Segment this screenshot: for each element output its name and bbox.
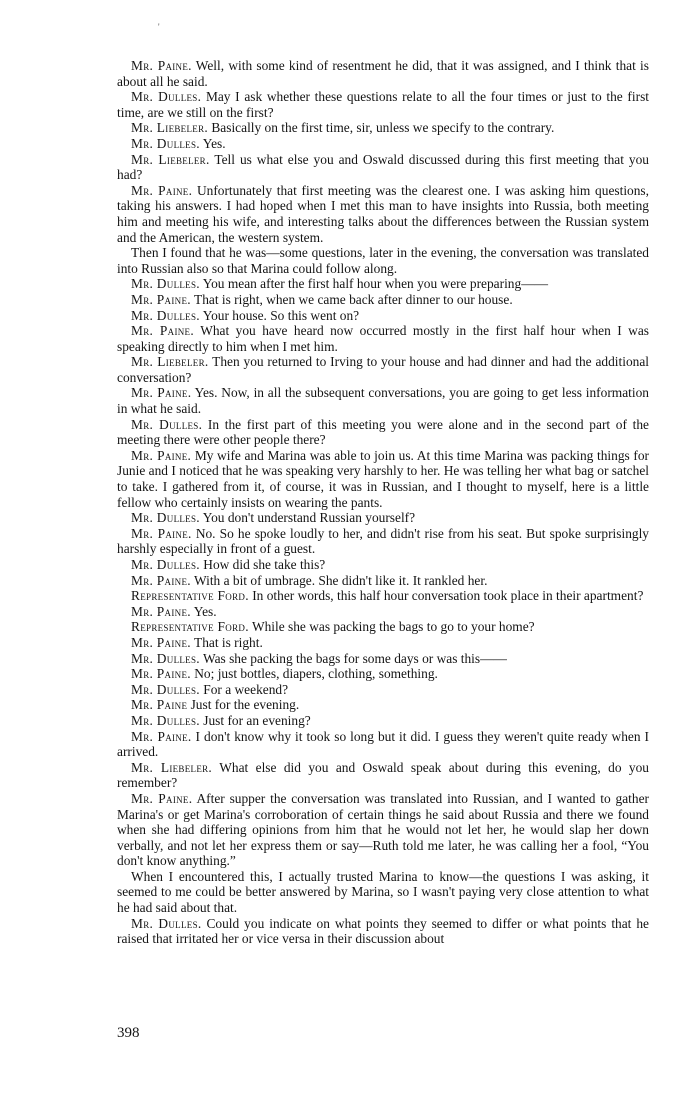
paragraph-text: Yes. Now, in all the subsequent conversations, you are going to get less information in what he said. bbox=[117, 385, 649, 417]
transcript-paragraph bbox=[117, 183, 649, 245]
speaker-name: Mr. Dulles. bbox=[131, 416, 203, 432]
transcript-paragraph bbox=[117, 323, 649, 354]
paragraph-text: I don't know why it took so long but it did. I guess they weren't quite ready when I arrived. bbox=[117, 728, 649, 760]
paragraph-text: In other words, this half hour conversation took place in their apartment? bbox=[248, 588, 644, 604]
speaker-name: Mr. Dulles. bbox=[131, 307, 200, 323]
transcript-paragraph bbox=[117, 58, 649, 89]
paragraph-text: No. So he spoke loudly to her, and didn't rise from his seat. But spoke surprisingly harshly especially in front of a guest. bbox=[117, 525, 649, 557]
paragraph-text: No; just bottles, diapers, clothing, something. bbox=[190, 666, 438, 682]
transcript-paragraph bbox=[117, 760, 649, 791]
speaker-name: Mr. Dulles. bbox=[131, 712, 200, 728]
transcript-paragraph bbox=[117, 557, 649, 573]
paragraph-text: In the first part of this meeting you were alone and in the second part of the meeting there were other people there? bbox=[117, 416, 649, 448]
paragraph-text: While she was packing the bags to go to your home? bbox=[248, 619, 535, 635]
speaker-name: Mr. Dulles. bbox=[131, 510, 200, 526]
transcript-paragraph bbox=[117, 152, 649, 183]
paragraph-text: Just for the evening. bbox=[187, 697, 300, 713]
top-mark: ' bbox=[158, 22, 160, 32]
transcript-paragraph bbox=[117, 526, 649, 557]
transcript-paragraph bbox=[117, 385, 649, 416]
speaker-name: Mr. Dulles. bbox=[131, 557, 200, 572]
speaker-name: Mr. Paine. bbox=[131, 525, 192, 541]
transcript-paragraph bbox=[117, 588, 649, 604]
paragraph-text: What else did you and Oswald speak about during this evening, do you remember? bbox=[117, 759, 649, 791]
paragraph-text: May I ask whether these questions relate to all the four times or just to the first time, are we still on the first? bbox=[117, 89, 649, 120]
paragraph-text: That is right, when we came back after dinner to our house. bbox=[190, 291, 513, 307]
transcript-paragraph bbox=[117, 354, 649, 385]
page-number: 398 bbox=[117, 1025, 140, 1041]
speaker-name: Mr. Paine. bbox=[131, 447, 192, 463]
speaker-name: Mr. Paine. bbox=[131, 572, 191, 588]
paragraph-text: You mean after the first half hour when you were preparing—— bbox=[199, 276, 548, 292]
paragraph-text: Basically on the first time, sir, unless we specify to the contrary. bbox=[208, 120, 555, 136]
transcript-paragraph bbox=[117, 120, 649, 136]
transcript-paragraph bbox=[117, 292, 649, 308]
paragraph-text: For a weekend? bbox=[199, 681, 289, 697]
paragraph-text: With a bit of umbrage. She didn't like it. It rankled her. bbox=[190, 572, 488, 588]
transcript-paragraph bbox=[117, 448, 649, 510]
transcript-paragraph bbox=[117, 666, 649, 682]
paragraph-text: Unfortunately that first meeting was the clearest one. I was asking him questions, taking his answers. I had hoped when I met this man to have insights into Russia, both meeting him and meeting his wife, and interesting talks about the differences between the Russian system and the American, the western system. bbox=[117, 182, 649, 245]
transcript-paragraph bbox=[117, 682, 649, 698]
speaker-name: Mr. Liebeler. bbox=[131, 354, 209, 370]
transcript-paragraph bbox=[117, 651, 649, 667]
paragraph-text: You don't understand Russian yourself? bbox=[199, 510, 416, 526]
transcript-paragraph bbox=[117, 869, 649, 916]
speaker-name: Mr. Dulles. bbox=[131, 915, 202, 931]
paragraph-text: Could you indicate on what points they seemed to differ or what points that he raised that irritated her or vice versa in their discussion about bbox=[117, 915, 649, 947]
paragraph-text: That is right. bbox=[190, 634, 263, 650]
transcript-paragraph bbox=[117, 510, 649, 526]
paragraph-text: Then I found that he was—some questions, later in the evening, the conversation was translated into Russian also so that Marina could follow along. bbox=[117, 245, 649, 276]
speaker-name: Mr. Dulles. bbox=[131, 135, 200, 151]
transcript-paragraph bbox=[117, 619, 649, 635]
paragraph-text: Yes. bbox=[199, 135, 226, 151]
speaker-name: Mr. Paine. bbox=[131, 58, 192, 73]
transcript-paragraph bbox=[117, 713, 649, 729]
speaker-name: Representative Ford. bbox=[131, 619, 249, 635]
paragraph-text: Then you returned to Irving to your house and had dinner and had the additional conversation? bbox=[117, 354, 649, 385]
transcript-paragraph bbox=[117, 245, 649, 276]
transcript-body bbox=[117, 58, 649, 947]
transcript-paragraph bbox=[117, 791, 649, 869]
speaker-name: Mr. Paine. bbox=[131, 291, 191, 307]
speaker-name: Mr. Liebeler. bbox=[131, 120, 209, 136]
speaker-name: Mr. Paine. bbox=[131, 385, 192, 401]
transcript-paragraph bbox=[117, 89, 649, 120]
speaker-name: Mr. Dulles. bbox=[131, 276, 200, 292]
transcript-paragraph bbox=[117, 136, 649, 152]
paragraph-text: My wife and Marina was able to join us. At this time Marina was packing things for Junie and I noticed that he was speaking very harshly to her. He was telling her what bag or satchel to take. I gathered from it, of course, it was in Russian, and I thought to myself, here is a little fellow who certainly insists on wearing the pants. bbox=[117, 447, 649, 510]
transcript-paragraph bbox=[117, 417, 649, 448]
speaker-name: Mr. Paine. bbox=[131, 728, 192, 744]
speaker-name: Mr. Paine bbox=[131, 697, 188, 713]
paragraph-text: Just for an evening? bbox=[199, 712, 311, 728]
transcript-paragraph bbox=[117, 729, 649, 760]
paragraph-text: Tell us what else you and Oswald discussed during this first meeting that you had? bbox=[117, 151, 649, 183]
paragraph-text: How did she take this? bbox=[199, 557, 326, 572]
transcript-paragraph bbox=[117, 916, 649, 947]
speaker-name: Mr. Liebeler. bbox=[131, 151, 210, 167]
paragraph-text: Was she packing the bags for some days or was this—— bbox=[199, 650, 507, 666]
speaker-name: Mr. Dulles. bbox=[131, 650, 200, 666]
speaker-name: Mr. Paine. bbox=[131, 790, 193, 806]
speaker-name: Mr. Paine. bbox=[131, 666, 191, 682]
paragraph-text: Well, with some kind of resentment he did, that it was assigned, and I think that is about all he said. bbox=[117, 58, 649, 89]
transcript-paragraph bbox=[117, 635, 649, 651]
speaker-name: Mr. Dulles. bbox=[131, 89, 202, 105]
speaker-name: Mr. Paine. bbox=[131, 323, 194, 339]
speaker-name: Mr. Paine. bbox=[131, 182, 193, 198]
transcript-paragraph bbox=[117, 697, 649, 713]
speaker-name: Mr. Paine. bbox=[131, 603, 191, 619]
speaker-name: Mr. Liebeler. bbox=[131, 759, 213, 775]
transcript-paragraph bbox=[117, 276, 649, 292]
transcript-paragraph bbox=[117, 573, 649, 589]
paragraph-text: After supper the conversation was translated into Russian, and I wanted to gather Marina's or get Marina's corroboration of certain things he said about Russia and there we found when she had differing opinions from him that he would not let her, he would slap her down verbally, and not let her express them or say—Ruth told me later, he was calling her a fool, “You don't know anything.” bbox=[117, 790, 649, 869]
paragraph-text: When I encountered this, I actually trusted Marina to know—the questions I was asking, it seemed to me could be better answered by Marina, so I wasn't paying very close attention to what he had said about that. bbox=[117, 868, 649, 916]
paragraph-text: Yes. bbox=[190, 603, 217, 619]
paragraph-text: Your house. So this went on? bbox=[199, 307, 360, 323]
speaker-name: Mr. Paine. bbox=[131, 634, 191, 650]
transcript-paragraph bbox=[117, 604, 649, 620]
speaker-name: Representative Ford. bbox=[131, 588, 249, 604]
speaker-name: Mr. Dulles. bbox=[131, 681, 200, 697]
paragraph-text: What you have heard now occurred mostly in the first half hour when I was speaking directly to him when I met him. bbox=[117, 323, 649, 354]
transcript-paragraph bbox=[117, 308, 649, 324]
